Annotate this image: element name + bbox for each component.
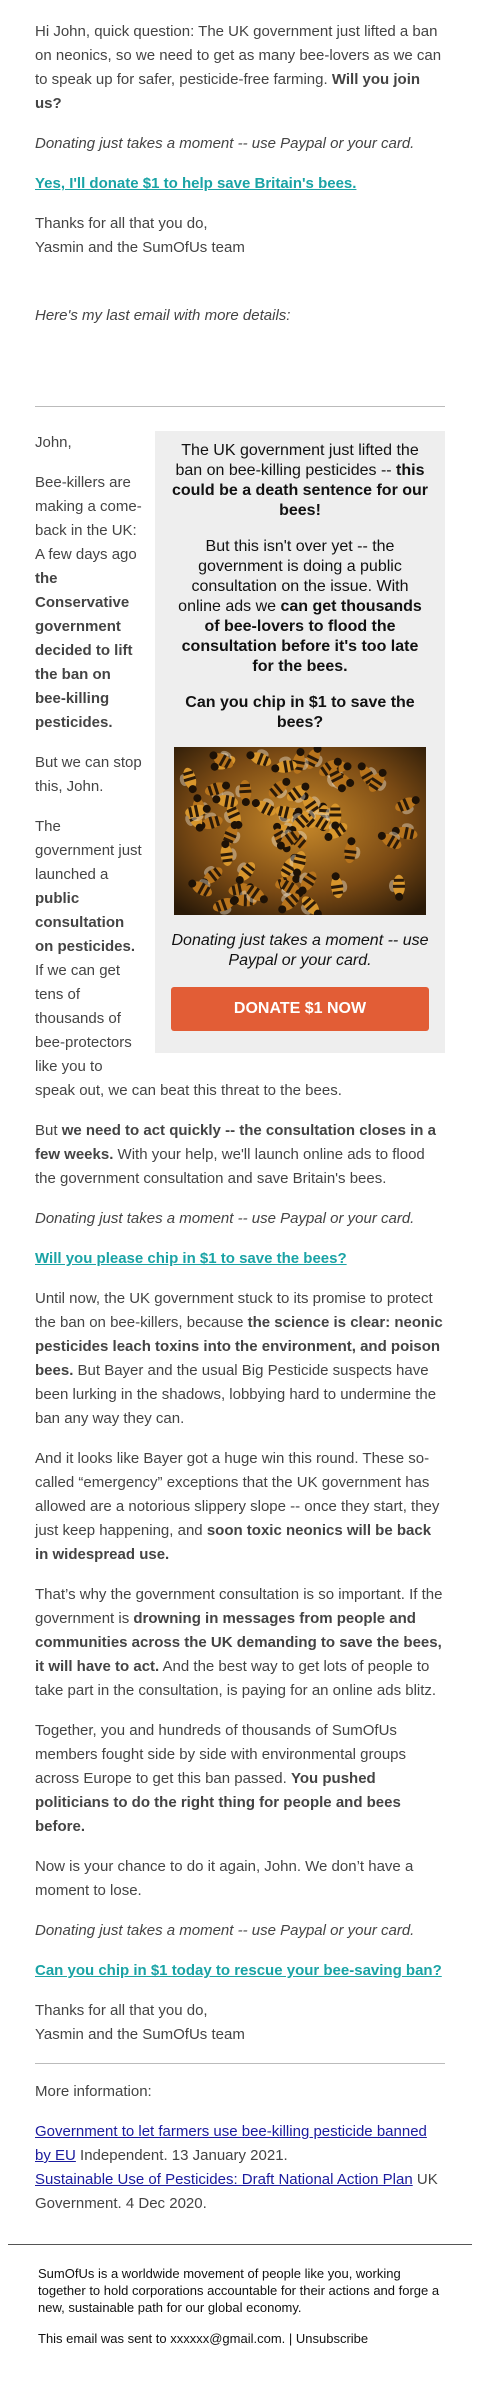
more-info-label: More information:	[35, 2083, 152, 2100]
unsubscribe-link[interactable]: Unsubscribe	[295, 2331, 369, 2346]
body-bold-4b: we need to act quickly -- the consultation closes in a few weeks.	[35, 1122, 436, 1163]
body-text-3a: The government just launched a	[35, 818, 142, 883]
donate-note-3: Donating just takes a moment -- use Paypal or your card.	[35, 1922, 415, 1939]
sidebox-ask: Can you chip in $1 to save the bees?	[185, 694, 415, 731]
donate-link-2[interactable]: Will you please chip in $1 to save the bees?	[35, 1250, 347, 1267]
sidebox-bold-2: can get thousands of bee-lovers to flood the consultation before it's too late for the bees.	[181, 598, 422, 675]
body-text-4c: With your help, we'll launch online ads to flood the government consultation and save Britain's bees.	[35, 1146, 425, 1187]
footer	[8, 2244, 472, 2401]
body-text-1a: Bee-killers are making a come-back in the UK: A few days ago	[35, 474, 142, 563]
footer-sent-text: This email was sent to xxxxxx@gmail.com. |	[38, 2331, 296, 2346]
source-link-2[interactable]: Sustainable Use of Pesticides: Draft National Action Plan	[35, 2171, 413, 2188]
donate-note-2: Donating just takes a moment -- use Paypal or your card.	[35, 1210, 415, 1227]
signature-thanks: Thanks for all that you do,	[35, 215, 208, 232]
body-bold-7b: drowning in messages from people and communities across the UK demanding to save the bees, it will have to act.	[35, 1610, 442, 1675]
body-bold-3b: public consultation on pesticides.	[35, 890, 136, 955]
body-text-7a: That’s why the government consultation is so important. If the government is	[35, 1586, 443, 1627]
cta-paragraph-2	[35, 1247, 445, 1271]
body-text-5a: Until now, the UK government stuck to its promise to protect the ban on bee-killers, because	[35, 1290, 433, 1331]
body-paragraph-9: Now is your chance to do it again, John. We don’t have a moment to lose.	[35, 1858, 414, 1899]
body-bold-8b: You pushed politicians to do the right thing for people and bees before.	[35, 1770, 401, 1835]
footer-sent-to	[38, 2330, 442, 2347]
sidebox-paragraph-1	[171, 441, 429, 521]
footer-about: SumOfUs is a worldwide movement of people like you, working together to hold corporations accountable for their actions and forge a new, sustainable path for our global economy.	[38, 2266, 440, 2315]
donate-note: Donating just takes a moment -- use Paypal or your card.	[35, 135, 415, 152]
source-2-publisher: UK Government. 4 Dec 2020.	[35, 2171, 438, 2212]
donate-link-3[interactable]: Can you chip in $1 today to rescue your bee-saving ban?	[35, 1962, 442, 1979]
signature-2	[35, 1999, 445, 2047]
source-2	[35, 2168, 445, 2216]
last-email-note: Here's my last email with more details:	[35, 307, 291, 324]
donation-sidebox	[155, 431, 445, 1053]
body-paragraph-6	[35, 1447, 445, 1567]
body-text-8a: Together, you and hundreds of thousands of SumOfUs members fought side by side with environmental groups across Europe to get this ban passed.	[35, 1722, 407, 1787]
divider	[35, 406, 445, 407]
body-paragraph-2: But we can stop this, John.	[35, 754, 142, 795]
intro-paragraph	[35, 20, 445, 116]
sidebox-text-1: The UK government just lifted the ban on bee-killing pesticides --	[175, 442, 419, 479]
signature-2-thanks: Thanks for all that you do,	[35, 2002, 208, 2019]
body-paragraph-4	[35, 1119, 445, 1191]
intro-text: Hi John, quick question: The UK government just lifted a ban on neonics, so we need to get as many bee-lovers as we can to speak up for safer, pesticide-free farming.	[35, 23, 442, 88]
body-text-3c: If we can get tens of thousands of bee-protectors like you to speak out, we can beat this threat to the bees.	[35, 962, 342, 1099]
more-info-links	[35, 2120, 445, 2216]
body-text-5c: But Bayer and the usual Big Pesticide suspects have been lurking in the shadows, lobbying hard to undermine the ban any way they can.	[35, 1362, 437, 1427]
signature-name: Yasmin and the SumOfUs team	[35, 239, 245, 256]
sidebox-bold-1: this could be a death sentence for our bees!	[171, 462, 429, 519]
divider-2	[35, 2063, 445, 2064]
sidebox-paragraph-2	[171, 537, 429, 677]
body-paragraph-8	[35, 1719, 445, 1839]
source-link-1[interactable]: Government to let farmers use bee-killing pesticide banned by EU	[35, 2123, 427, 2164]
donate-button[interactable]: DONATE $1 NOW	[171, 987, 429, 1031]
body-paragraph-5	[35, 1287, 445, 1431]
signature-2-name: Yasmin and the SumOfUs team	[35, 2026, 245, 2043]
cta-paragraph-3	[35, 1959, 445, 1983]
cta-paragraph-1	[35, 172, 445, 196]
source-1	[35, 2120, 445, 2168]
body-text-4a: But	[35, 1122, 62, 1139]
sidebox-text-2: But this isn't over yet -- the government is doing a public consultation on the issue. With online ads we	[178, 538, 409, 615]
body-paragraph-7	[35, 1583, 445, 1703]
body-text-6a: And it looks like Bayer got a huge win this round. These so-called “emergency” exceptions that the UK government has allowed are a notorious slippery slope -- once they start, they just keep happening, and	[35, 1450, 440, 1539]
sidebox-donate-note: Donating just takes a moment -- use Paypal or your card.	[171, 932, 429, 969]
body-bold-5b: the science is clear: neonic pesticides leach toxins into the environment, and poison bees.	[35, 1314, 443, 1379]
intro-question: Will you join us?	[35, 71, 421, 112]
source-1-publisher: Independent. 13 January 2021.	[75, 2147, 288, 2164]
body-bold-1b: the Conservative government decided to lift the ban on bee-killing pesticides.	[35, 570, 133, 731]
email-body	[35, 0, 445, 2216]
bees-photo	[174, 747, 426, 915]
donate-link-1[interactable]: Yes, I'll donate $1 to help save Britain's bees.	[35, 175, 357, 192]
body-text-7c: And the best way to get lots of people to take part in the consultation, is paying for an online ads blitz.	[35, 1658, 437, 1699]
body-bold-6b: soon toxic neonics will be back in widespread use.	[35, 1522, 432, 1563]
signature	[35, 212, 445, 260]
greeting: John,	[35, 434, 72, 451]
